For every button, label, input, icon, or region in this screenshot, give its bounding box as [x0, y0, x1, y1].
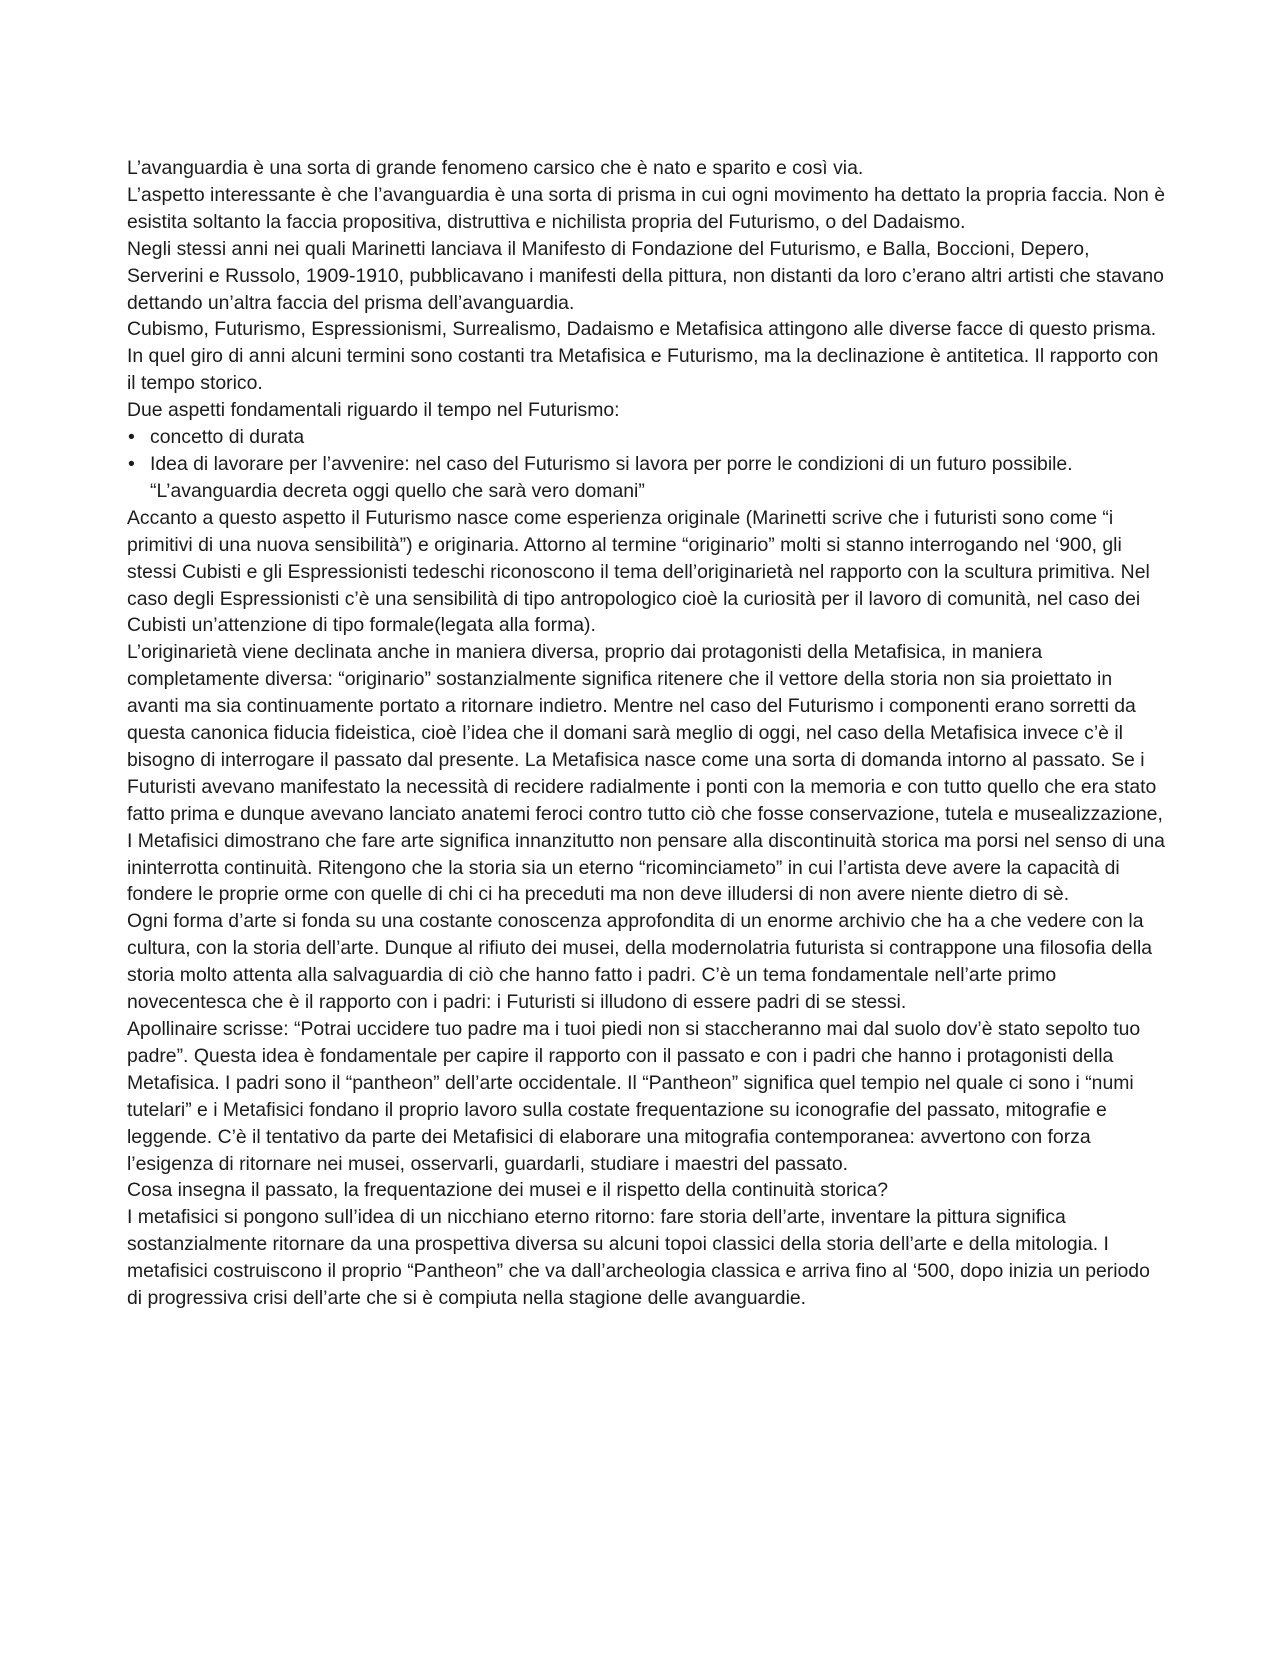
paragraph-time: In quel giro di anni alcuni termini sono costanti tra Metafisica e Futurismo, ma la declinazione è antitetica. Il rapporto con il tempo storico.: [127, 345, 1159, 395]
paragraph-originality: Accanto a questo aspetto il Futurismo nasce come esperienza originale (Marinetti scrive che i futuristi sono come “i primitivi di una nuova sensibilità”) e originaria. Attorno al termine “originario” molti si stanno interrogando nel ‘900, gli stessi Cubisti e gli Espressionisti tedeschi riconoscono il tema dell’originarietà nel rapporto con la scultura primitiva. Nel caso degli Espressionisti c’è una sensibilità di tipo antropologico cioè la curiosità per il lavoro di comunità, nel caso dei Cubisti un’attenzione di tipo formale(legata alla forma).: [127, 506, 1150, 637]
list-item-text: concetto di durata: [150, 426, 305, 449]
aspects-list: [127, 424, 1167, 505]
bullet-icon: •: [128, 426, 135, 449]
paragraph-prism: L’aspetto interessante è che l’avanguardia è una sorta di prisma in cui ogni movimento ha dettato la propria faccia. Non è esistita soltanto la faccia propositiva, distruttiva e nichilista propria del Futurismo, o del Dadaismo.: [127, 183, 1166, 233]
list-item: [127, 424, 1167, 451]
paragraph-eternal-return: I metafisici si pongono sull’idea di un nicchiano eterno ritorno: fare storia dell’arte, inventare la pittura significa sostanzialmente ritornare da una prospettiva diversa su alcuni topoi classici della storia dell’arte e della mitologia. I metafisici costruiscono il proprio “Pantheon” che va dall’archeologia classica e arriva fino al ‘500, dopo inizia un periodo di progressiva crisi dell’arte che si è compiuta nella stagione delle avanguardie.: [127, 1206, 1150, 1310]
paragraph-two-aspects: Due aspetti fondamentali riguardo il tempo nel Futurismo:: [127, 399, 620, 422]
paragraph-archive: Ogni forma d’arte si fonda su una costante conoscenza approfondita di un enorme archivio che ha a che vedere con la cultura, con la storia dell’arte. Dunque al rifiuto dei musei, della modernolatria futurista si contrappone una filosofia della storia molto attenta alla salvaguardia di ciò che hanno fatto i padri. C’è un tema fondamentale nell’arte primo novecentesca che è il rapporto con i padri: i Futuristi si illudono di essere padri di se stessi.: [127, 910, 1153, 1014]
list-item-text: Idea di lavorare per l’avvenire: nel caso del Futurismo si lavora per porre le condizioni di un futuro possibile. “L’avanguardia decreta oggi quello che sarà vero domani”: [150, 452, 1073, 502]
paragraph-apollinaire: Apollinaire scrisse: “Potrai uccidere tuo padre ma i tuoi piedi non si staccheranno mai dal suolo dov’è stato sepolto tuo padre”. Questa idea è fondamentale per capire il rapporto con il passato e con i padri che hanno i protagonisti della Metafisica. I padri sono il “pantheon” dell’arte occidentale. Il “Pantheon” significa quel tempio nel quale ci sono i “numi tutelari” e i Metafisici fondano il proprio lavoro sulla costate frequentazione su iconografie del passato, mitografie e leggende. C’è il tentativo da parte dei Metafisici di elaborare una mitografia contemporanea: avvertono con forza l’esigenza di ritornare nei musei, osservarli, guardarli, studiare i maestri del passato.: [127, 1018, 1141, 1175]
paragraph-metaphysics: L’originarietà viene declinata anche in maniera diversa, proprio dai protagonisti della Metafisica, in maniera completamente diversa: “originario” sostanzialmente significa ritenere che il vettore della storia non sia proiettato in avanti ma sia continuamente portato a ritornare indietro. Mentre nel caso del Futurismo i componenti erano sorretti da questa canonica fiducia fideistica, cioè l’idea che il domani sarà meglio di oggi, nel caso della Metafisica invece c’è il bisogno di interrogare il passato dal presente. La Metafisica nasce come una sorta di domanda intorno al passato. Se i Futuristi avevano manifestato la necessità di recidere radialmente i ponti con la memoria e con tutto quello che era stato fatto prima e dunque avevano lanciato anatemi feroci contro tutto ciò che fosse conservazione, tutela e musealizzazione, I Metafisici dimostrano che fare arte significa innanzitutto non pensare alla discontinuità storica ma porsi nel senso di una ininterrotta continuità. Ritengono che la storia sia un eterno “ricominciameto” in cui l’artista deve avere la capacità di fondere le proprie orme con quelle di chi ci ha preceduti ma non deve illudersi di non avere niente dietro di sè.: [127, 641, 1165, 906]
paragraph-movements: Cubismo, Futurismo, Espressionismi, Surrealismo, Dadaismo e Metafisica attingono alle diverse facce di questo prisma.: [127, 318, 1157, 341]
document-body: [127, 155, 1167, 1312]
bullet-icon: •: [128, 452, 135, 475]
paragraph-question: Cosa insegna il passato, la frequentazione dei musei e il rispetto della continuità storica?: [127, 1179, 888, 1202]
paragraph-manifesto: Negli stessi anni nei quali Marinetti lanciava il Manifesto di Fondazione del Futurismo, e Balla, Boccioni, Depero, Serverini e Russolo, 1909-1910, pubblicavano i manifesti della pittura, non distanti da loro c’erano altri artisti che stavano dettando un’altra faccia del prisma dell’avanguardia.: [127, 237, 1164, 314]
paragraph-intro: L’avanguardia è una sorta di grande fenomeno carsico che è nato e sparito e così via.: [127, 157, 864, 179]
list-item: [127, 451, 1167, 505]
